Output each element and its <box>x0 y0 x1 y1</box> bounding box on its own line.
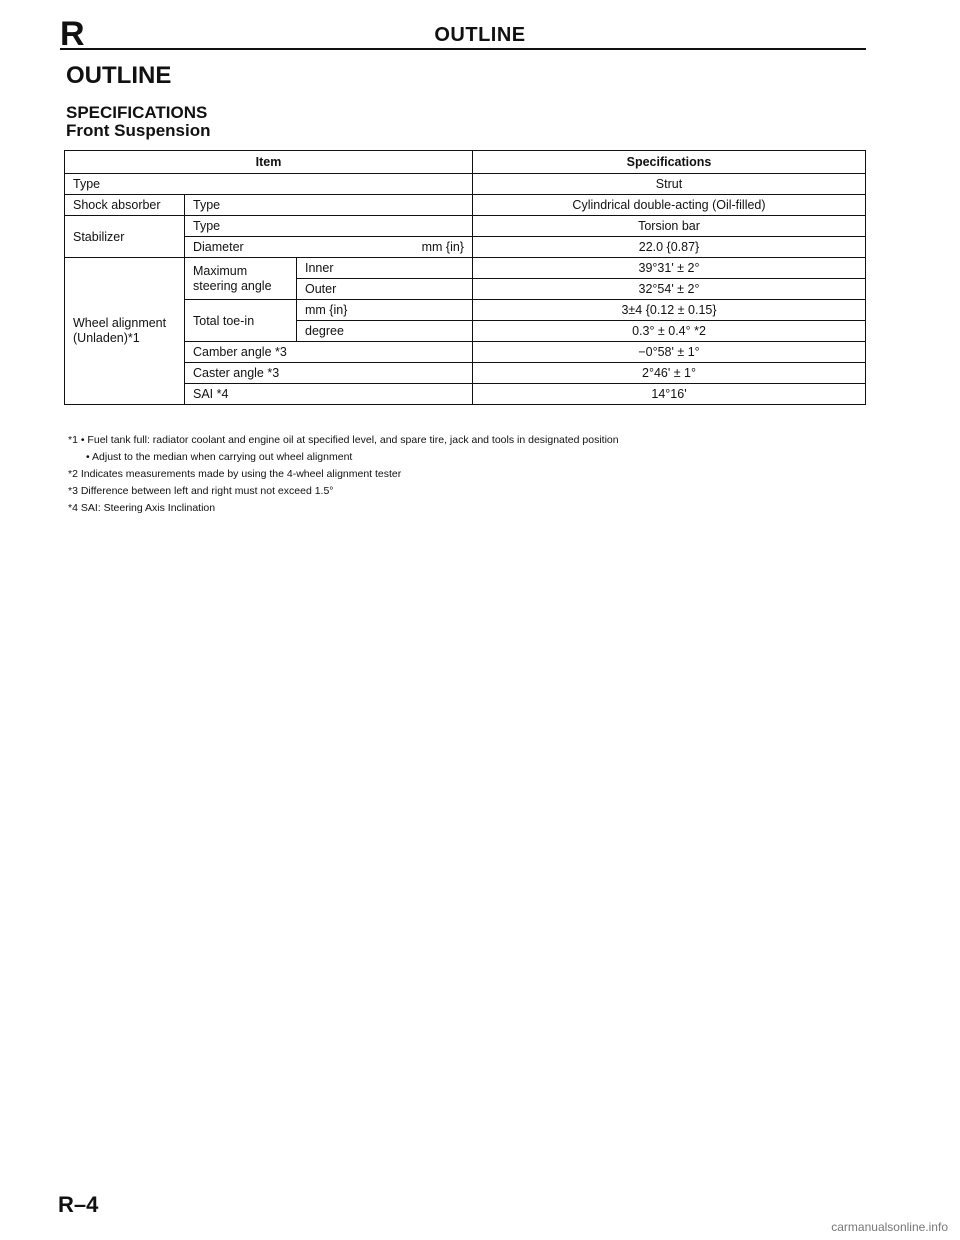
table-row <box>65 363 866 384</box>
sai-value: 14°16' <box>473 384 866 405</box>
header-title: OUTLINE <box>434 24 526 46</box>
row-label-wheel-alignment: Wheel alignment (Unladen)*1 <box>65 258 185 405</box>
table-row <box>65 174 866 195</box>
stabilizer-type-value: Torsion bar <box>473 216 866 237</box>
total-toe-in-label: Total toe-in <box>185 300 297 342</box>
page-heading: OUTLINE <box>66 62 172 89</box>
caster-angle-label: Caster angle *3 <box>185 363 473 384</box>
max-steering-angle-label: Maximum steering angle <box>185 258 297 300</box>
footnote-1b: • Adjust to the median when carrying out wheel alignment <box>86 451 353 463</box>
specifications-heading: SPECIFICATIONS <box>66 103 208 122</box>
shock-type-value: Cylindrical double-acting (Oil-filled) <box>473 195 866 216</box>
toe-in-mm-value: 3±4 {0.12 ± 0.15} <box>473 300 866 321</box>
watermark: carmanualsonline.info <box>831 1220 948 1234</box>
inner-value: 39°31' ± 2° <box>473 258 866 279</box>
table-row <box>65 216 866 237</box>
stabilizer-diameter-cell <box>185 237 473 258</box>
row-label-type: Type <box>65 174 473 195</box>
footnote-3: *3 Difference between left and right must not exceed 1.5° <box>68 485 334 497</box>
stabilizer-diameter-value: 22.0 {0.87} <box>473 237 866 258</box>
value-type: Strut <box>473 174 866 195</box>
table-row <box>65 384 866 405</box>
shock-type-label: Type <box>185 195 473 216</box>
stabilizer-diameter-label: Diameter <box>193 240 244 254</box>
table-row <box>65 300 866 321</box>
camber-angle-label: Camber angle *3 <box>185 342 473 363</box>
stabilizer-diameter-unit: mm {in} <box>421 240 464 254</box>
table-row <box>65 237 866 258</box>
section-letter: R <box>60 15 85 53</box>
camber-angle-value: −0°58' ± 1° <box>473 342 866 363</box>
table-row <box>65 258 866 279</box>
footnote-4: *4 SAI: Steering Axis Inclination <box>68 502 216 514</box>
outer-value: 32°54' ± 2° <box>473 279 866 300</box>
inner-label: Inner <box>297 258 473 279</box>
footnote-2: *2 Indicates measurements made by using the 4-wheel alignment tester <box>68 468 402 480</box>
header-rule <box>60 48 866 50</box>
page-number: R–4 <box>58 1192 99 1217</box>
footnote-1: *1 • Fuel tank full: radiator coolant and engine oil at specified level, and spare tire, jack and tools in designated position <box>68 434 619 446</box>
sai-label: SAI *4 <box>185 384 473 405</box>
table-row <box>65 342 866 363</box>
footnotes <box>68 432 619 517</box>
column-header-specifications: Specifications <box>473 151 866 174</box>
caster-angle-value: 2°46' ± 1° <box>473 363 866 384</box>
table-row <box>65 195 866 216</box>
outer-label: Outer <box>297 279 473 300</box>
row-label-shock-absorber: Shock absorber <box>65 195 185 216</box>
row-label-stabilizer: Stabilizer <box>65 216 185 258</box>
column-header-item: Item <box>65 151 473 174</box>
table-header-row <box>65 151 866 174</box>
toe-in-degree-value: 0.3° ± 0.4° *2 <box>473 321 866 342</box>
stabilizer-type-label: Type <box>185 216 473 237</box>
front-suspension-heading: Front Suspension <box>66 121 211 140</box>
toe-in-degree-label: degree <box>297 321 473 342</box>
toe-in-mm-label: mm {in} <box>297 300 473 321</box>
specifications-table <box>64 150 866 405</box>
